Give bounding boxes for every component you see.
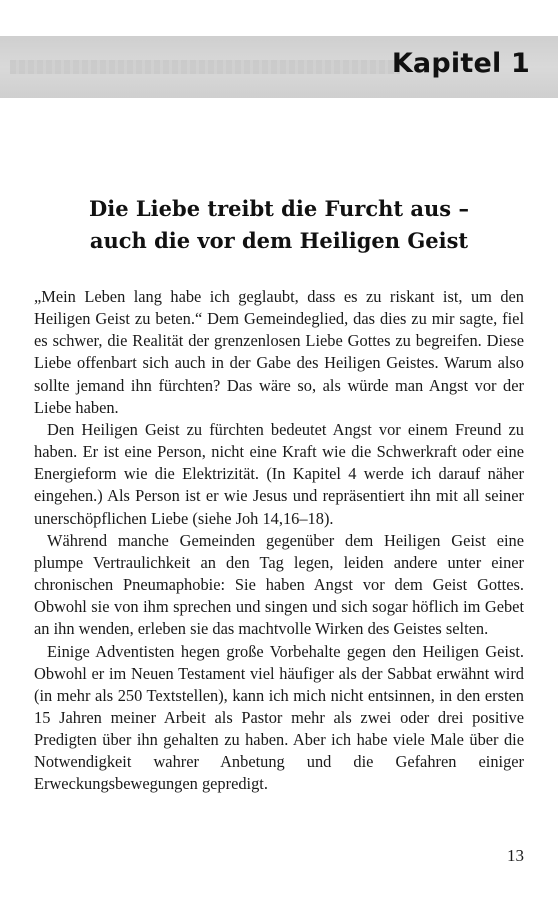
paragraph-3: Während manche Gemeinden gegenüber dem Heiligen Geist eine plumpe Vertraulichkeit an den Tag legen, leiden andere unter einer chronischen Pneumaphobie: Sie haben Angst vor dem Geist Gottes. Obwohl sie von ihm sprechen und singen und sich sogar höflich im Gebet an ihn wenden, erleben sie das machtvolle Wirken des Geistes selten. [34, 530, 524, 639]
paragraph-1: „Mein Leben lang habe ich geglaubt, dass es zu riskant ist, um den Heiligen Geist zu beten.“ Dem Gemeindeglied, das dies zu mir sagte, fiel es schwer, die Realität der grenzenlosen Liebe Gottes zu begreifen. Diese Liebe offenbart sich auch in der Gabe des Heiligen Geistes. Warum also sollte jemand ihn fürchten? Das wäre so, als würde man Angst vor der Liebe haben. [34, 287, 524, 417]
paragraph-2: Den Heiligen Geist zu fürchten bedeutet Angst vor einem Freund zu haben. Er ist eine Person, nicht eine Kraft wie die Schwerkraft oder eine Energieform wie die Elektrizität. (In Kapitel 4 werde ich darauf näher eingehen.) Als Person ist er wie Jesus und repräsentiert ihn mit all seiner unerschöpflichen Liebe (siehe Joh 14,16–18). [34, 419, 524, 528]
page-number: 13 [507, 846, 524, 865]
chapter-label: Kapitel 1 [391, 48, 530, 79]
chapter-title-line-1: Die Liebe treibt die Furcht aus – [89, 196, 469, 221]
chapter-title [0, 193, 558, 257]
body-text [34, 286, 524, 796]
paragraph-4: Einige Adventisten hegen große Vorbehalte gegen den Heiligen Geist. Obwohl er im Neuen Testament viel häufiger als der Sabbat erwähnt wird (in mehr als 250 Textstellen), kann ich mich nicht entsinnen, in den ersten 15 Jahren meiner Arbeit als Pastor mehr als zwei oder drei positive Predigten über ihn gehalten zu haben. Aber ich habe viele Male über die Notwendigkeit wahrer Anbetung und die Gefahren einiger Erweckungsbewegungen gepredigt. [34, 641, 524, 794]
chapter-title-line-2: auch die vor dem Heiligen Geist [89, 228, 469, 253]
bleed-through-text [10, 60, 400, 74]
